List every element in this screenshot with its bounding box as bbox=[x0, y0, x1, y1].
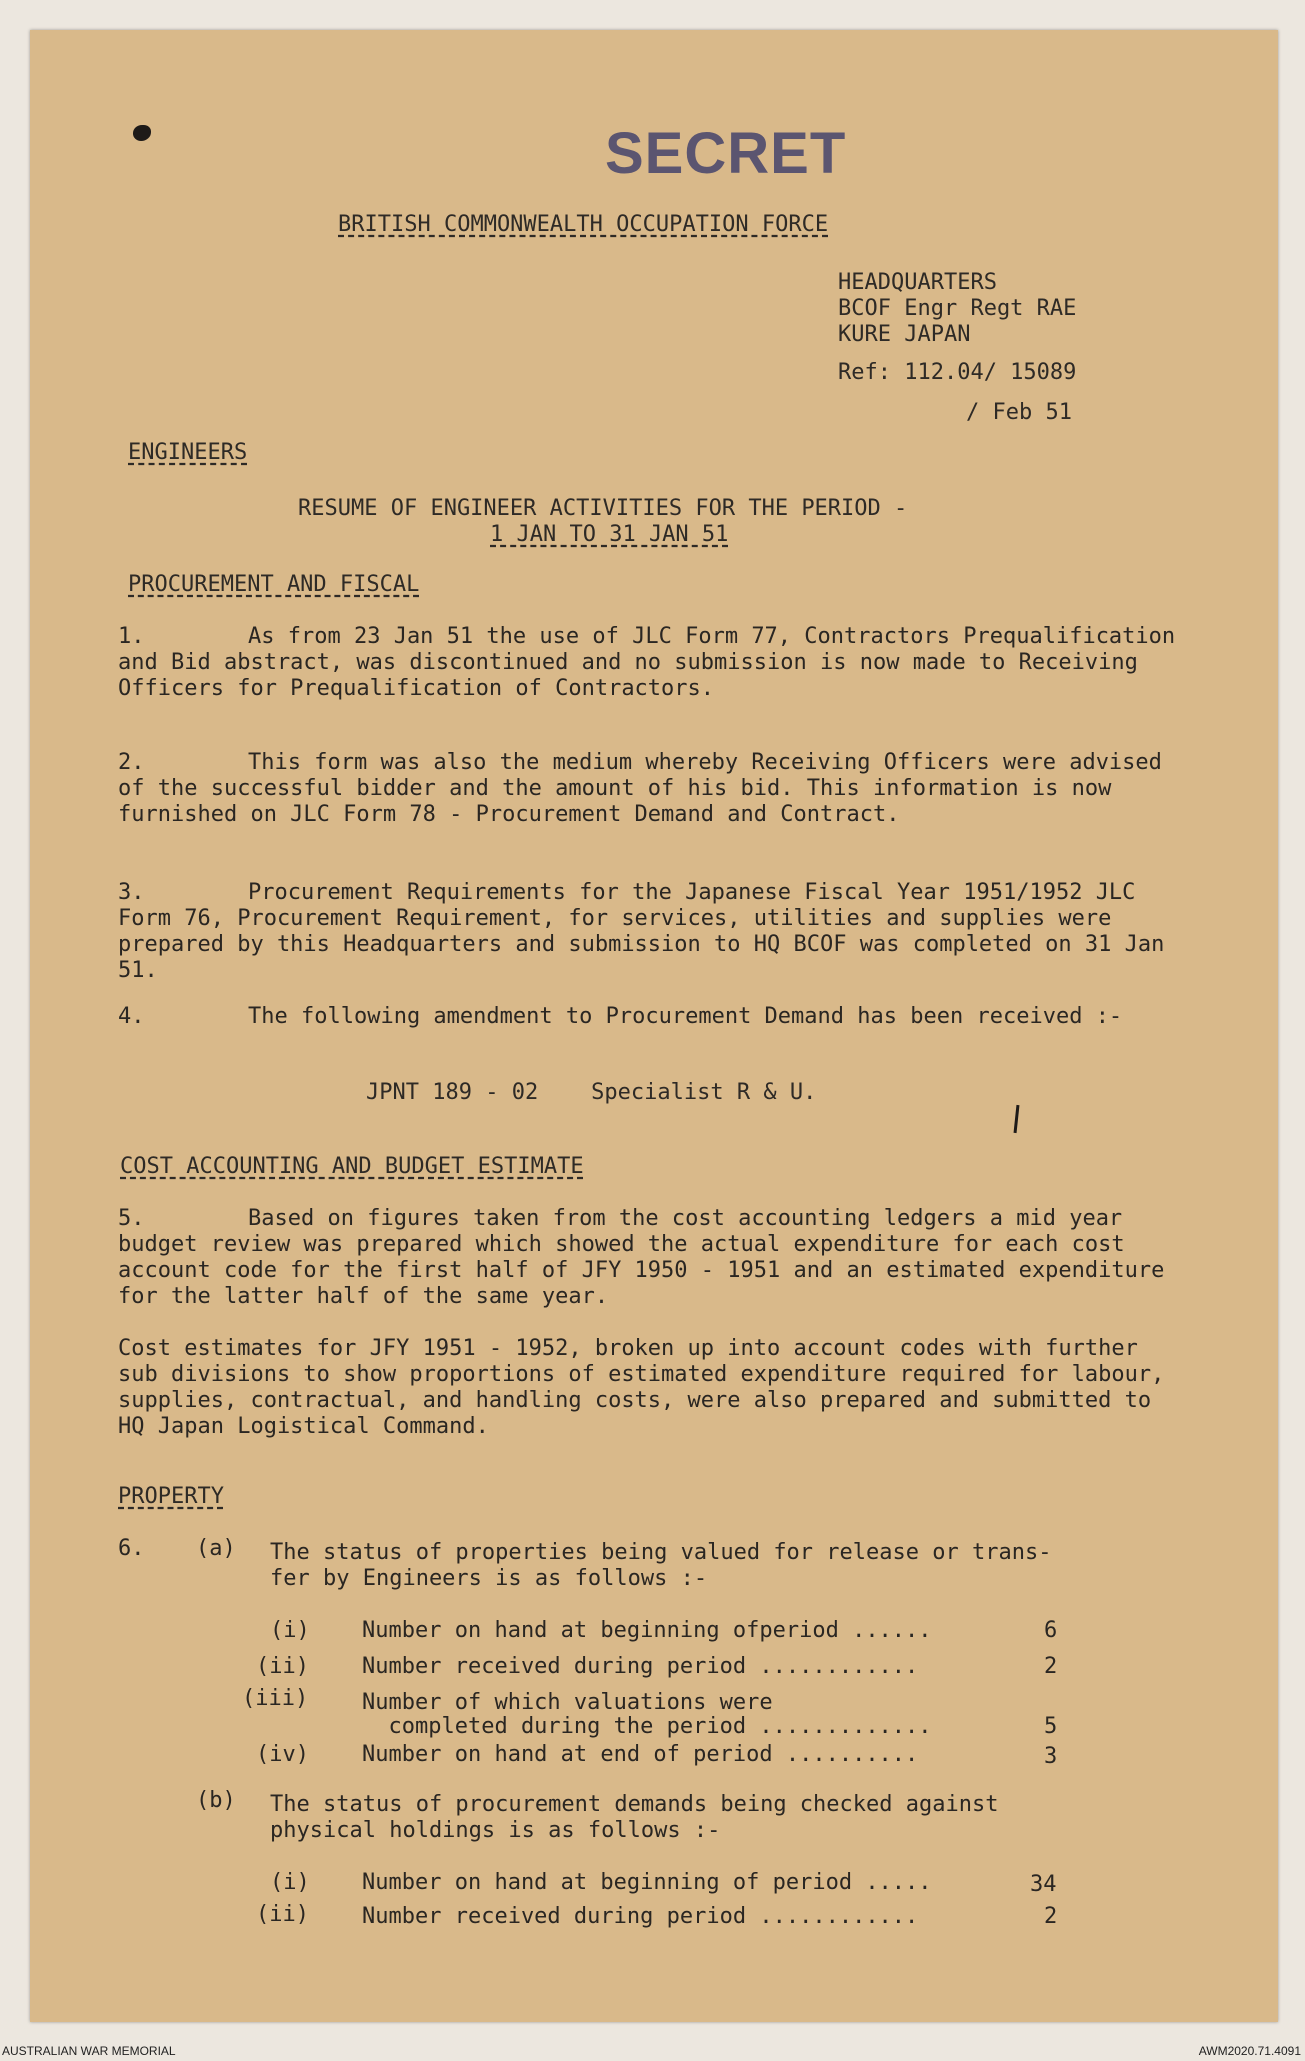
a-item-iii-label: (iii) bbox=[242, 1686, 309, 1711]
paragraph-number: 3. bbox=[118, 880, 145, 905]
a-item-ii-label: (ii) bbox=[256, 1654, 309, 1679]
footer-archive-name: AUSTRALIAN WAR MEMORIAL bbox=[2, 2044, 176, 2058]
paragraph-text: Based on figures taken from the cost accounting ledgers a mid year budget review was prepared which showed the actual expenditure for each cost account code for the first half of JFY 1950 - 1951 and an estimated expenditure for the latter half of the same year. bbox=[118, 1206, 1165, 1309]
a-item-iii-value: 5 bbox=[1044, 1714, 1058, 1739]
sub-para-a-line-1: The status of properties being valued for release or trans- bbox=[270, 1540, 1052, 1565]
section-label: ENGINEERS bbox=[128, 440, 248, 465]
paragraph-5-continued bbox=[118, 1336, 1178, 1440]
classification-stamp: SECRET bbox=[605, 121, 847, 186]
document-date: / Feb 51 bbox=[966, 400, 1072, 425]
b-item-i-value: 34 bbox=[1030, 1872, 1057, 1897]
amendment-line: JPNT 189 - 02 Specialist R & U. bbox=[366, 1080, 817, 1105]
sub-para-a-label: (a) bbox=[196, 1536, 236, 1561]
b-item-ii-value: 2 bbox=[1044, 1904, 1058, 1929]
paragraph-text: Procurement Requirements for the Japanese Fiscal Year 1951/1952 JLC Form 76, Procurement Requirement, for services, utilities and supplies were prepared by this Headquarters and submission to HQ BCOF was completed on 31 Jan 51. bbox=[118, 880, 1165, 983]
paragraph-2 bbox=[118, 750, 1178, 828]
a-item-i-label: (i) bbox=[270, 1618, 310, 1643]
sub-para-b-line-2: physical holdings is as follows :- bbox=[270, 1818, 721, 1843]
address-line-3: KURE JAPAN bbox=[838, 322, 971, 347]
paragraph-text: As from 23 Jan 51 the use of JLC Form 77, Contractors Prequalification and Bid abstract, was discontinued and no submission is now made to Receiving Officers for Prequalification of Contractors. bbox=[118, 624, 1176, 701]
b-item-ii-label: (ii) bbox=[256, 1902, 309, 1927]
b-item-i-text: Number on hand at beginning of period ..... bbox=[362, 1870, 932, 1895]
a-item-iv-value: 3 bbox=[1044, 1744, 1058, 1769]
address-line-2: BCOF Engr Regt RAE bbox=[838, 296, 1077, 321]
cost-heading: COST ACCOUNTING AND BUDGET ESTIMATE bbox=[120, 1154, 584, 1179]
footer-accession-number: AWM2020.71.4091 bbox=[1198, 2044, 1301, 2058]
paragraph-text: Cost estimates for JFY 1951 - 1952, broken up into account codes with further sub divisions to show proportions of estimated expenditure required for labour, supplies, contractual, and handling costs, were also prepared and submitted to HQ Japan Logistical Command. bbox=[118, 1336, 1165, 1439]
force-title: BRITISH COMMONWEALTH OCCUPATION FORCE bbox=[338, 212, 829, 237]
paragraph-text: This form was also the medium whereby Receiving Officers were advised of the successful bidder and the amount of his bid. This information is now furnished on JLC Form 78 - Procurement Demand and Contract. bbox=[118, 750, 1162, 827]
a-item-iii-text-2: completed during the period ............. bbox=[362, 1714, 932, 1739]
paragraph-number: 4. bbox=[118, 1004, 145, 1029]
property-heading: PROPERTY bbox=[118, 1484, 224, 1509]
paragraph-6-number: 6. bbox=[118, 1536, 145, 1561]
a-item-iii-text: Number of which valuations were bbox=[362, 1690, 773, 1715]
sub-para-a-line-2: fer by Engineers is as follows :- bbox=[270, 1566, 708, 1591]
paragraph-5 bbox=[118, 1206, 1178, 1310]
reference-number: Ref: 112.04/ 15089 bbox=[838, 360, 1077, 385]
a-item-iv-text: Number on hand at end of period .......... bbox=[362, 1742, 919, 1767]
a-item-ii-text: Number received during period ............ bbox=[362, 1654, 919, 1679]
paragraph-3 bbox=[118, 880, 1178, 984]
paragraph-text: The following amendment to Procurement Demand has been received :- bbox=[248, 1004, 1123, 1029]
sub-para-b-label: (b) bbox=[196, 1788, 236, 1813]
b-item-ii-text: Number received during period ............ bbox=[362, 1904, 919, 1929]
procurement-heading: PROCUREMENT AND FISCAL bbox=[128, 572, 420, 597]
a-item-i-value: 6 bbox=[1044, 1618, 1058, 1643]
a-item-i-text: Number on hand at beginning ofperiod ...... bbox=[362, 1618, 932, 1643]
report-heading-line-1: RESUME OF ENGINEER ACTIVITIES FOR THE PERIOD - bbox=[298, 496, 908, 521]
a-item-iv-label: (iv) bbox=[256, 1742, 309, 1767]
paragraph-4 bbox=[118, 1004, 1178, 1030]
paragraph-1 bbox=[118, 624, 1178, 702]
sub-para-b-line-1: The status of procurement demands being checked against bbox=[270, 1792, 999, 1817]
paragraph-number: 5. bbox=[118, 1206, 145, 1231]
paragraph-number: 2. bbox=[118, 750, 145, 775]
b-item-i-label: (i) bbox=[270, 1870, 310, 1895]
report-heading-line-2: 1 JAN TO 31 JAN 51 bbox=[490, 522, 729, 547]
paragraph-number: 1. bbox=[118, 624, 145, 649]
a-item-ii-value: 2 bbox=[1044, 1654, 1058, 1679]
address-line-1: HEADQUARTERS bbox=[838, 270, 997, 295]
